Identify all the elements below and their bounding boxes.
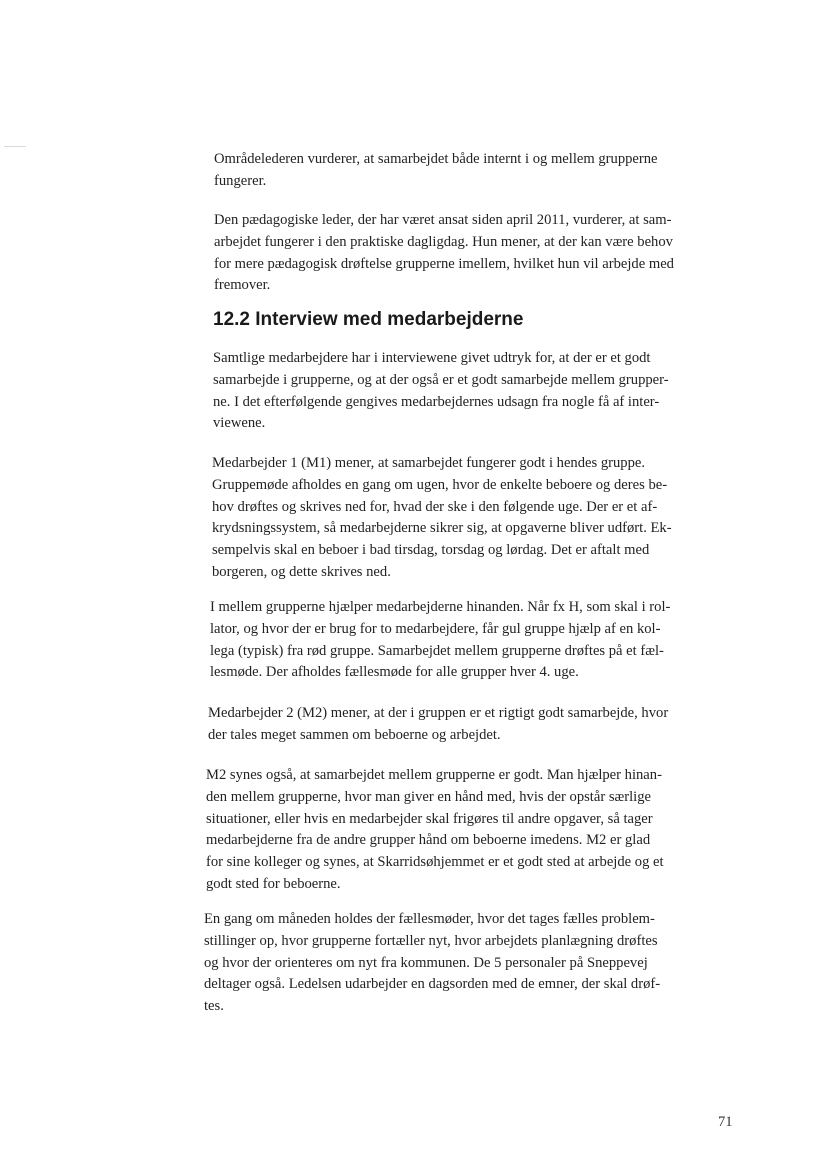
paragraph-employee-2-groups — [206, 765, 664, 896]
text-line: Samtlige medarbejdere har i interviewene givet udtryk for, at der er et godt — [213, 350, 651, 366]
scan-edge-mark — [4, 146, 26, 147]
text-line: ne. I det efterfølgende gengives medarbejdernes udsagn fra nogle få af inter- — [213, 393, 660, 410]
text-line: Den pædagogiske leder, der har været ansat siden april 2011, vurderer, at sam- — [214, 212, 672, 228]
text-line: lator, og hvor der er brug for to medarbejdere, får gul gruppe hjælp af en kol- — [210, 620, 661, 637]
paragraph-employee-2 — [208, 703, 668, 747]
text-line: for mere pædagogisk drøftelse grupperne imellem, hvilket hun vil arbejde med — [214, 255, 674, 272]
paragraph-between-groups — [210, 597, 670, 684]
text-line: fremover. — [214, 277, 271, 294]
text-line: samarbejde i grupperne, og at der også er et godt samarbejde mellem grupper- — [213, 371, 669, 388]
text-line: tes. — [204, 998, 224, 1015]
paragraph-pedagogical-leader — [214, 210, 674, 297]
text-line: borgeren, og dette skrives ned. — [212, 563, 391, 580]
text-line: hov drøftes og skrives ned for, hvad der ske i den følgende uge. Der er et af- — [212, 498, 658, 515]
paragraph-monthly-meetings — [204, 909, 660, 1018]
text-line: og hvor der orienteres om nyt fra kommunen. De 5 personaler på Sneppevej — [204, 954, 648, 971]
text-line: M2 synes også, at samarbejdet mellem grupperne er godt. Man hjælper hinan- — [206, 767, 662, 783]
text-line: krydsningssystem, så medarbejderne sikrer sig, at opgaverne bliver udført. Ek- — [212, 520, 672, 537]
text-line: lesmøde. Der afholdes fællesmøde for alle grupper hver 4. uge. — [210, 664, 579, 681]
text-line: Medarbejder 2 (M2) mener, at der i gruppen er et rigtigt godt samarbejde, hvor — [208, 705, 669, 721]
text-line: En gang om måneden holdes der fællesmøder, hvor det tages fælles problem- — [204, 911, 655, 927]
text-line: deltager også. Ledelsen udarbejder en dagsorden med de emner, der skal drøf- — [204, 976, 661, 993]
text-line: der tales meget sammen om beboerne og arbejdet. — [208, 726, 501, 743]
text-line: for sine kolleger og synes, at Skarridsøhjemmet er et godt sted at arbejde og et — [206, 854, 664, 871]
paragraph-staff-overview — [213, 348, 669, 435]
page-number: 71 — [718, 1114, 733, 1130]
text-line: medarbejderne fra de andre grupper hånd om beboerne imedens. M2 er glad — [206, 832, 651, 849]
text-line: viewene. — [213, 415, 266, 432]
text-line: lega (typisk) fra rød gruppe. Samarbejdet mellem grupperne drøftes på et fæl- — [210, 642, 664, 659]
paragraph-employee-1 — [212, 453, 672, 584]
text-line: arbejdet fungerer i den praktiske dagligdag. Hun mener, at der kan være behov — [214, 233, 673, 250]
text-line: godt sted for beboerne. — [206, 875, 341, 892]
text-line: Gruppemøde afholdes en gang om ugen, hvor de enkelte beboere og deres be- — [212, 476, 668, 493]
section-heading: 12.2 Interview med medarbejderne — [213, 309, 524, 330]
text-line: sempelvis skal en beboer i bad tirsdag, torsdag og lørdag. Det er aftalt med — [212, 542, 650, 559]
text-line: fungerer. — [214, 172, 267, 189]
text-line: situationer, eller hvis en medarbejder skal frigøres til andre opgaver, så tager — [206, 810, 653, 827]
text-line: den mellem grupperne, hvor man giver en hånd med, hvis der opstår særlige — [206, 788, 651, 805]
paragraph-area-leader-assessment — [214, 149, 658, 193]
text-line: I mellem grupperne hjælper medarbejderne hinanden. Når fx H, som skal i rol- — [210, 599, 671, 615]
text-line: stillinger op, hvor grupperne fortæller nyt, hvor arbejdets planlægning drøftes — [204, 932, 658, 949]
text-line: Medarbejder 1 (M1) mener, at samarbejdet fungerer godt i hendes gruppe. — [212, 455, 646, 471]
text-line: Områdelederen vurderer, at samarbejdet både internt i og mellem grupperne — [214, 151, 658, 167]
